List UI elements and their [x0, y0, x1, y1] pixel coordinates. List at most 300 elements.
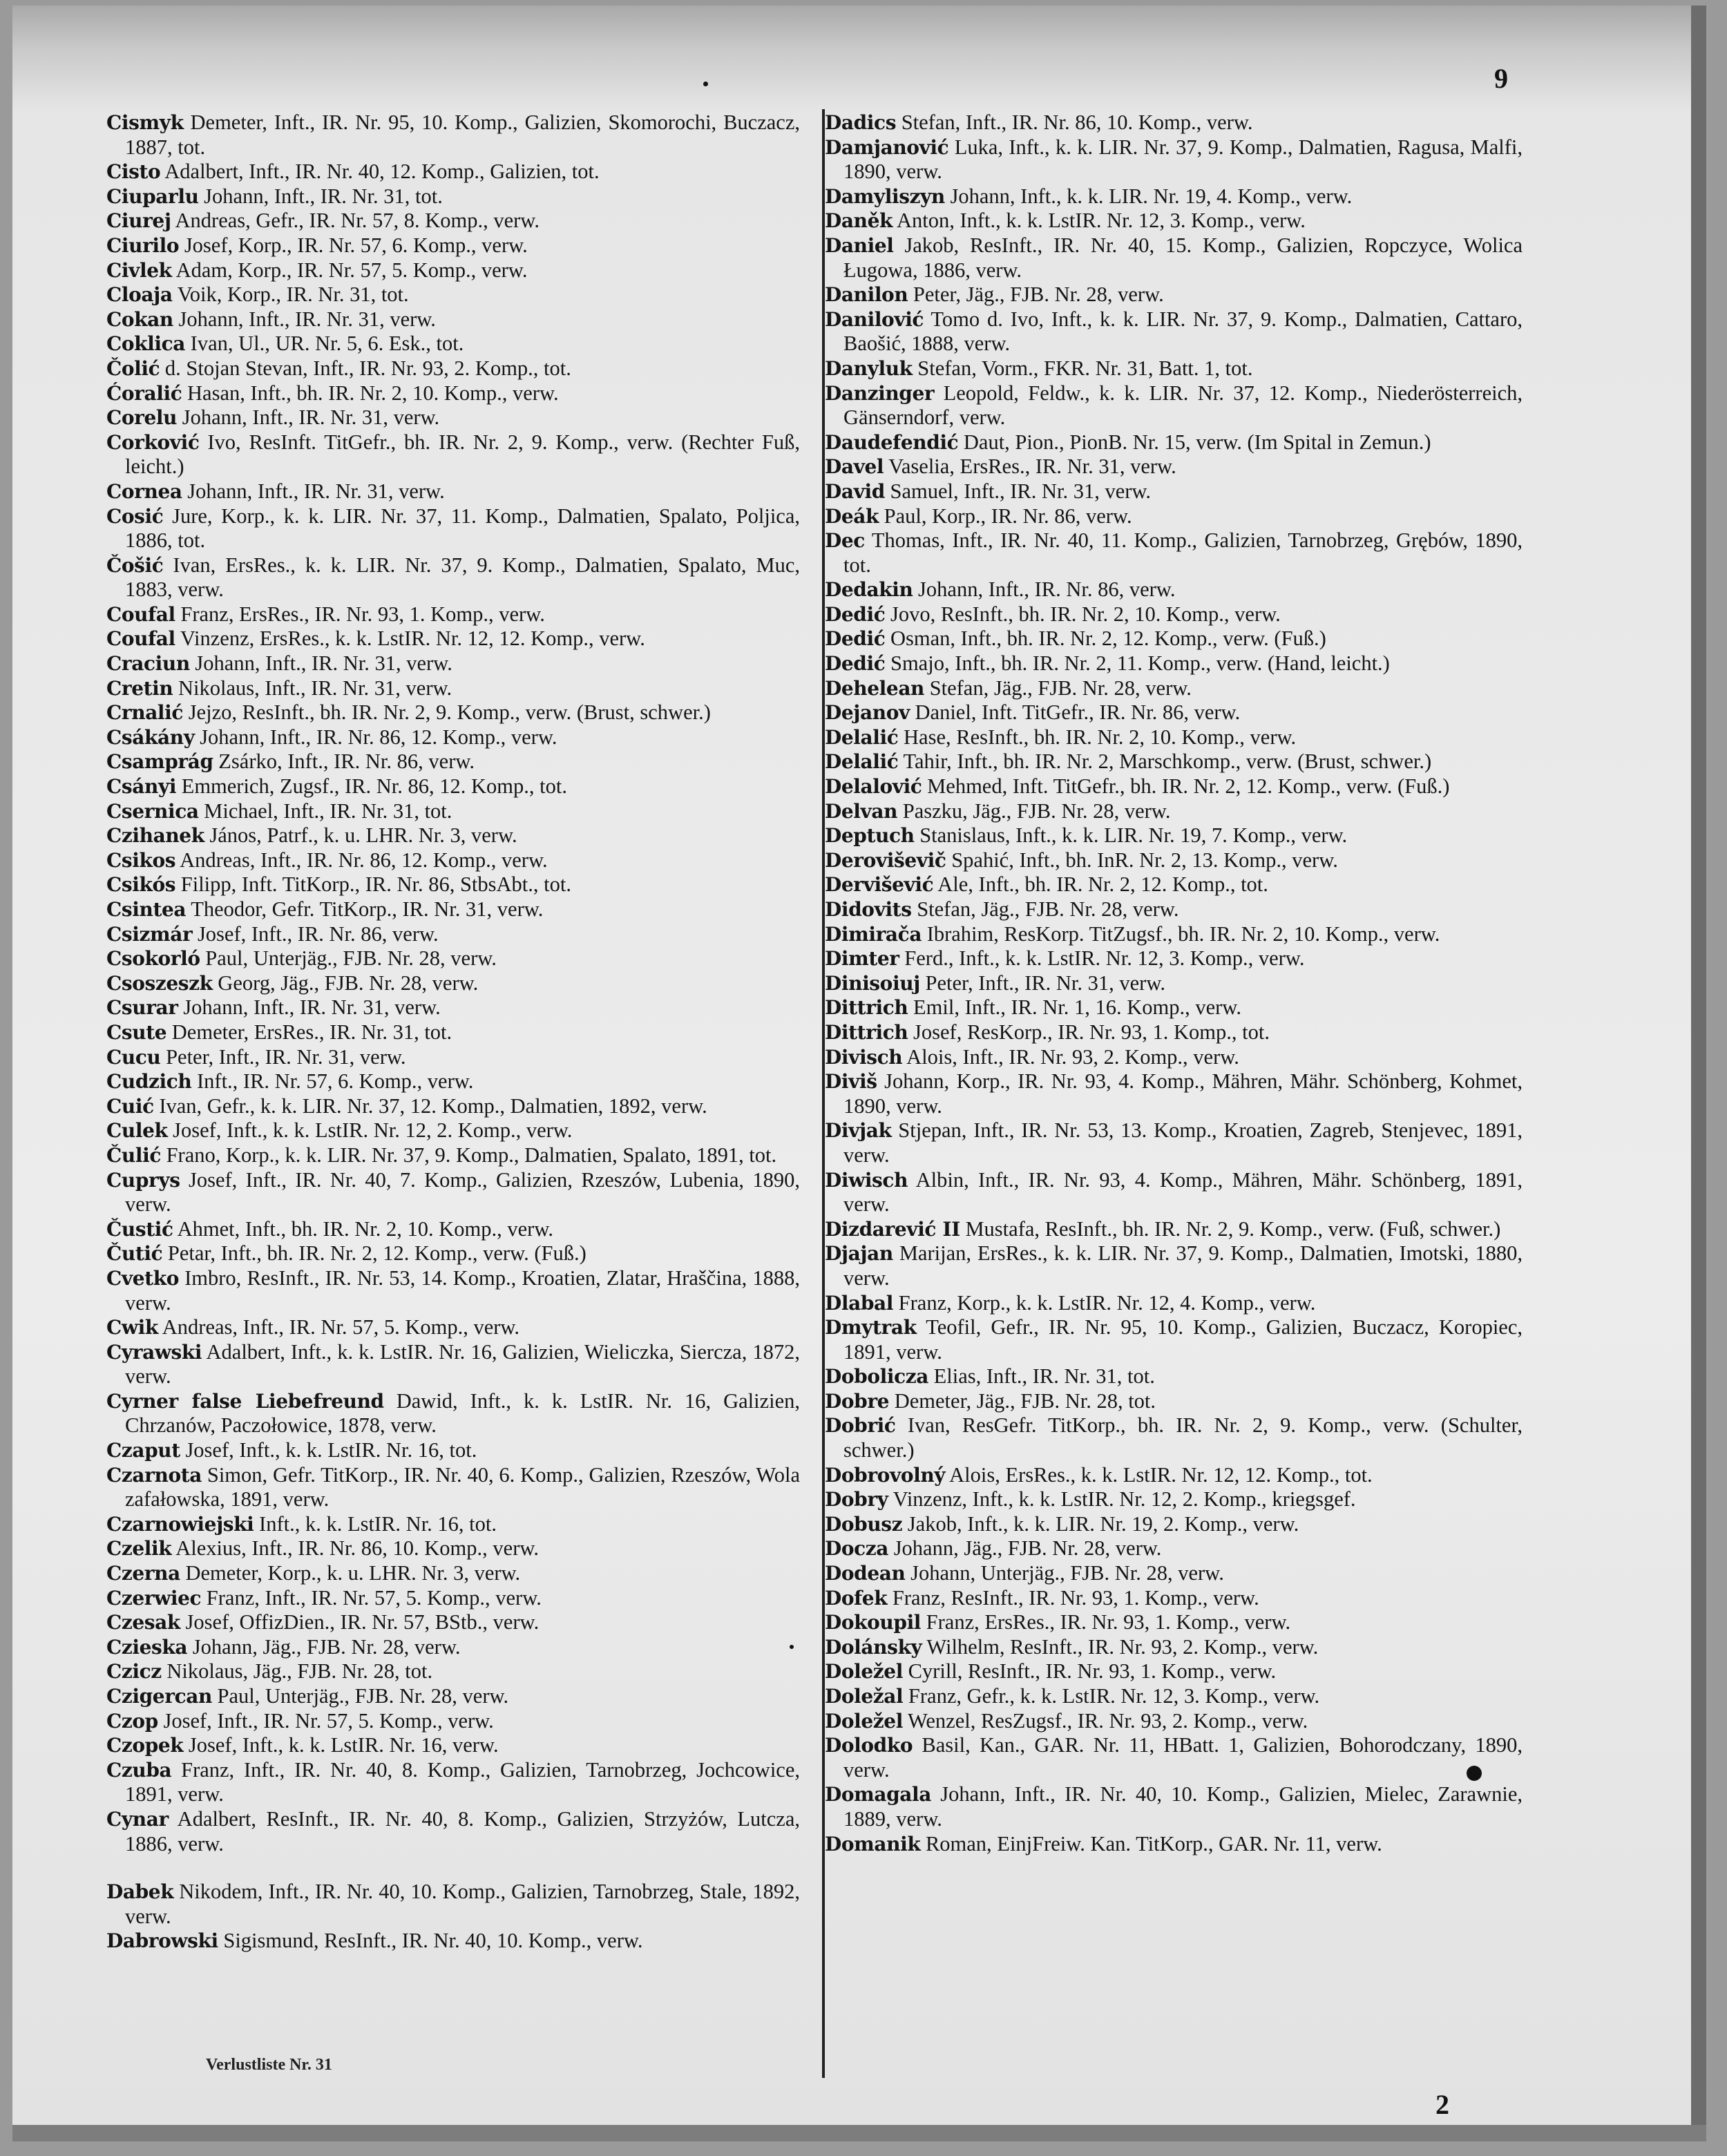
- entry-details: Josef, Inft., IR. Nr. 40, 7. Komp., Galizien, Rzeszów, Lubenia, 1890, verw.: [125, 1167, 800, 1217]
- entry-surname: Csikós: [106, 873, 176, 897]
- list-entry: [106, 1684, 800, 1709]
- entry-surname: Dittrich: [825, 1020, 908, 1044]
- entry-details: Mehmed, Inft. TitGefr., bh. IR. Nr. 2, 12. Komp., verw. (Fuß.): [927, 774, 1450, 799]
- list-entry: [825, 1217, 1523, 1242]
- list-entry: [106, 627, 800, 651]
- entry-surname: Crnalić: [106, 701, 184, 725]
- entry-details: Stefan, Vorm., FKR. Nr. 31, Batt. 1, tot.: [917, 356, 1253, 380]
- entry-surname: Dizdarević II: [825, 1217, 960, 1241]
- entry-surname: Czarnota: [106, 1463, 202, 1487]
- list-entry: [106, 283, 800, 307]
- list-entry: [825, 750, 1523, 774]
- entry-surname: Csoszeszk: [106, 971, 213, 995]
- list-entry: [825, 1389, 1523, 1414]
- ink-speck: [790, 1645, 794, 1649]
- entry-details: János, Patrf., k. u. LHR. Nr. 3, verw.: [209, 823, 517, 848]
- entry-surname: Cloaja: [106, 283, 173, 307]
- list-entry: [106, 946, 800, 971]
- list-entry: [825, 1709, 1523, 1734]
- list-entry: [825, 209, 1523, 233]
- list-entry: [106, 381, 800, 406]
- entry-surname: Doležel: [825, 1709, 903, 1733]
- entry-details: Franz, Korp., k. k. LstIR. Nr. 12, 4. Komp., verw.: [898, 1290, 1316, 1315]
- entry-surname: Csányi: [106, 775, 177, 799]
- entry-surname: Daněk: [825, 209, 893, 233]
- entry-surname: Czerwiec: [106, 1586, 202, 1610]
- list-entry: [825, 1168, 1523, 1217]
- list-entry: [825, 1020, 1523, 1045]
- entry-surname: Csintea: [106, 898, 187, 921]
- list-entry: [106, 1094, 800, 1119]
- entry-details: Stanislaus, Inft., k. k. LIR. Nr. 19, 7. Komp., verw.: [919, 823, 1348, 848]
- entry-details: Smajo, Inft., bh. IR. Nr. 2, 11. Komp., verw. (Hand, leicht.): [890, 651, 1390, 676]
- entry-surname: Diwisch: [825, 1168, 908, 1192]
- list-entry: [106, 1709, 800, 1734]
- entry-details: Mustafa, ResInft., bh. IR. Nr. 2, 9. Komp., verw. (Fuß, schwer.): [965, 1217, 1501, 1241]
- entry-surname: Csernica: [106, 799, 199, 823]
- entry-surname: Cynar: [106, 1807, 169, 1831]
- entry-details: Adalbert, ResInft., IR. Nr. 40, 8. Komp., Galizien, Strzyżów, Lutcza, 1886, verw.: [125, 1806, 800, 1856]
- list-entry: [106, 676, 800, 701]
- entry-details: Johann, Inft., IR. Nr. 31, verw.: [187, 479, 445, 503]
- list-entry: [825, 774, 1523, 799]
- entry-surname: Dabek: [106, 1880, 174, 1904]
- entry-details: Franz, ResInft., IR. Nr. 93, 1. Komp., verw.: [892, 1585, 1259, 1610]
- entry-details: Luka, Inft., k. k. LIR. Nr. 37, 9. Komp., Dalmatien, Ragusa, Malfi, 1890, verw.: [843, 135, 1523, 184]
- entry-surname: Dedić: [825, 627, 886, 651]
- entry-surname: Dobrovolný: [825, 1463, 946, 1487]
- list-entry: [825, 799, 1523, 824]
- list-entry: [825, 1364, 1523, 1389]
- entry-details: Johann, Inft., k. k. LIR. Nr. 19, 4. Komp., verw.: [950, 184, 1353, 208]
- list-entry: [825, 1659, 1523, 1684]
- entry-surname: Domagala: [825, 1783, 932, 1806]
- entry-surname: Ciurilo: [106, 233, 180, 257]
- entry-surname: Dolodko: [825, 1734, 913, 1757]
- entry-details: Ivan, Ul., UR. Nr. 5, 6. Esk., tot.: [190, 332, 464, 356]
- list-entry: [825, 1635, 1523, 1660]
- entry-surname: Ćoralić: [106, 381, 182, 405]
- entry-details: Osman, Inft., bh. IR. Nr. 2, 12. Komp., verw. (Fuß.): [890, 627, 1326, 651]
- entry-surname: Delalović: [825, 775, 922, 799]
- entry-details: Jovo, ResInft., bh. IR. Nr. 2, 10. Komp., verw.: [890, 602, 1281, 626]
- list-entry: [106, 430, 800, 479]
- list-entry: [825, 700, 1523, 725]
- entry-surname: Csákány: [106, 725, 195, 749]
- entry-details: Ivan, ErsRes., k. k. LIR. Nr. 37, 9. Komp., Dalmatien, Spalato, Muc, 1883, verw.: [125, 553, 800, 602]
- entry-details: Vinzenz, ErsRes., k. k. LstIR. Nr. 12, 12. Komp., verw.: [180, 627, 645, 651]
- entry-details: Adalbert, Inft., IR. Nr. 40, 12. Komp., Galizien, tot.: [164, 160, 600, 184]
- entry-details: Jakob, Inft., k. k. LIR. Nr. 19, 2. Komp., verw.: [907, 1511, 1299, 1536]
- list-entry: [106, 848, 800, 873]
- entry-surname: Czigercan: [106, 1685, 212, 1708]
- list-entry: [825, 1586, 1523, 1611]
- entry-details: Josef, Korp., IR. Nr. 57, 6. Komp., verw.: [184, 233, 528, 257]
- entry-details: Jakob, ResInft., IR. Nr. 40, 15. Komp., Galizien, Ropczyce, Wolica Ługowa, 1886, verw.: [843, 233, 1523, 282]
- entry-details: Johann, Inft., IR. Nr. 31, verw.: [178, 307, 436, 331]
- entry-surname: Delalić: [825, 725, 899, 749]
- entry-details: Georg, Jäg., FJB. Nr. 28, verw.: [218, 971, 479, 995]
- entry-details: Inft., IR. Nr. 57, 6. Komp., verw.: [197, 1069, 474, 1094]
- list-entry: [106, 406, 800, 430]
- list-entry: [825, 1413, 1523, 1462]
- entry-surname: Dlabal: [825, 1291, 894, 1315]
- entry-surname: Dokoupil: [825, 1611, 922, 1634]
- entry-details: Andreas, Gefr., IR. Nr. 57, 8. Komp., verw.: [175, 209, 540, 233]
- list-entry: [106, 971, 800, 996]
- entry-details: Imbro, ResInft., IR. Nr. 53, 14. Komp., Kroatien, Zlatar, Hraščina, 1888, verw.: [125, 1266, 800, 1315]
- list-entry: [825, 971, 1523, 996]
- entry-details: Roman, EinjFreiw. Kan. TitKorp., GAR. Nr. 11, verw.: [925, 1831, 1382, 1856]
- list-entry: [825, 135, 1523, 184]
- entry-surname: Czarnowiejski: [106, 1512, 254, 1536]
- entry-surname: David: [825, 479, 885, 503]
- entry-details: Emil, Inft., IR. Nr. 1, 16. Komp., verw.: [913, 995, 1241, 1020]
- list-entry: [106, 897, 800, 922]
- list-entry: [106, 209, 800, 233]
- entry-surname: Csikos: [106, 848, 176, 872]
- entry-details: Ibrahim, ResKorp. TitZugsf., bh. IR. Nr. 2, 10. Komp., verw.: [926, 922, 1440, 946]
- entry-surname: Dec: [825, 529, 865, 553]
- list-entry: [825, 946, 1523, 971]
- entry-details: Frano, Korp., k. k. LIR. Nr. 37, 9. Komp., Dalmatien, Spalato, 1891, tot.: [166, 1143, 777, 1167]
- list-entry: [825, 1463, 1523, 1488]
- entry-surname: Dedić: [825, 602, 886, 626]
- entry-surname: Davel: [825, 455, 884, 479]
- list-entry: [106, 1536, 800, 1561]
- entry-surname: Corković: [106, 430, 200, 454]
- entry-details: Samuel, Inft., IR. Nr. 31, verw.: [890, 479, 1152, 503]
- entry-surname: Danilon: [825, 283, 908, 307]
- list-entry: [106, 1512, 800, 1537]
- entry-surname: Cokan: [106, 307, 173, 331]
- list-entry: [106, 700, 800, 725]
- entry-surname: Coklica: [106, 332, 186, 356]
- entry-details: Adalbert, Inft., k. k. LstIR. Nr. 16, Galizien, Wieliczka, Siercza, 1872, verw.: [125, 1339, 800, 1389]
- entry-details: Franz, ErsRes., IR. Nr. 93, 1. Komp., verw.: [926, 1610, 1291, 1634]
- entry-details: Daut, Pion., PionB. Nr. 15, verw. (Im Spital in Zemun.): [963, 430, 1431, 454]
- entry-surname: Ciurej: [106, 209, 171, 233]
- entry-surname: Dejanov: [825, 701, 910, 725]
- entry-surname: Dadics: [825, 111, 897, 134]
- list-entry: [106, 1340, 800, 1389]
- list-entry: [825, 627, 1523, 651]
- entry-details: Nikodem, Inft., IR. Nr. 40, 10. Komp., Galizien, Tarnobrzeg, Stale, 1892, verw.: [125, 1880, 800, 1928]
- entry-surname: Czicz: [106, 1660, 162, 1683]
- entry-surname: Dofek: [825, 1586, 888, 1610]
- entry-surname: Cyrawski: [106, 1340, 202, 1364]
- entry-surname: Cyrner false Liebefreund: [106, 1389, 384, 1413]
- entry-details: Josef, Inft., IR. Nr. 57, 5. Komp., verw.: [163, 1708, 494, 1733]
- list-entry: [825, 872, 1523, 897]
- entry-details: Paszku, Jäg., FJB. Nr. 28, verw.: [902, 799, 1171, 823]
- entry-surname: Dmytrak: [825, 1316, 917, 1339]
- list-entry: [825, 1512, 1523, 1537]
- entry-surname: Cvetko: [106, 1266, 179, 1290]
- entry-details: Petar, Inft., bh. IR. Nr. 2, 12. Komp., verw. (Fuß.): [167, 1241, 586, 1266]
- list-entry: [106, 1045, 800, 1070]
- entry-details: Vaselia, ErsRes., IR. Nr. 31, verw.: [888, 455, 1176, 479]
- left-column: [106, 111, 800, 1954]
- list-entry: [106, 1463, 800, 1512]
- entry-surname: Čutić: [106, 1242, 163, 1266]
- list-entry: [106, 479, 800, 504]
- list-entry: [825, 578, 1523, 602]
- list-entry: [825, 1118, 1523, 1167]
- entry-details: Zsárko, Inft., IR. Nr. 86, verw.: [218, 750, 475, 774]
- entry-surname: Czopek: [106, 1734, 184, 1757]
- entry-surname: Czerna: [106, 1562, 180, 1585]
- entry-surname: Csute: [106, 1020, 167, 1044]
- ink-blot: [1467, 1766, 1482, 1781]
- entry-details: Franz, Gefr., k. k. LstIR. Nr. 12, 3. Komp., verw.: [908, 1684, 1320, 1708]
- entry-surname: Cudzich: [106, 1070, 192, 1094]
- entry-details: Wilhelm, ResInft., IR. Nr. 93, 2. Komp., verw.: [926, 1634, 1319, 1659]
- entry-details: Anton, Inft., k. k. LstIR. Nr. 12, 3. Komp., verw.: [896, 209, 1306, 233]
- entry-surname: Coufal: [106, 627, 175, 651]
- list-entry: [825, 184, 1523, 209]
- list-entry: [106, 651, 800, 676]
- list-entry: [825, 479, 1523, 504]
- entry-details: Thomas, Inft., IR. Nr. 40, 11. Komp., Galizien, Tarnobrzeg, Grębów, 1890, tot.: [843, 528, 1523, 577]
- entry-surname: Damjanović: [825, 135, 949, 159]
- ink-speck: [703, 82, 708, 86]
- entry-details: Demeter, Korp., k. u. LHR. Nr. 3, verw.: [185, 1561, 521, 1585]
- list-entry: [106, 1635, 800, 1660]
- entry-details: Cyrill, ResInft., IR. Nr. 93, 1. Komp., verw.: [908, 1659, 1277, 1683]
- entry-surname: Dolánsky: [825, 1635, 922, 1659]
- list-entry: [825, 1832, 1523, 1857]
- entry-surname: Dittrich: [825, 996, 908, 1020]
- entry-surname: Dobusz: [825, 1512, 903, 1536]
- entry-details: Wenzel, ResZugsf., IR. Nr. 93, 2. Komp., verw.: [908, 1708, 1308, 1733]
- list-entry: [106, 1217, 800, 1242]
- list-entry: [106, 1389, 800, 1438]
- list-entry: [106, 1561, 800, 1586]
- list-entry: [825, 504, 1523, 529]
- entry-surname: Dimirača: [825, 922, 922, 946]
- entry-details: Peter, Inft., IR. Nr. 31, verw.: [166, 1044, 406, 1069]
- entry-details: Jure, Korp., k. k. LIR. Nr. 37, 11. Komp., Dalmatien, Spalato, Poljica, 1886, tot.: [125, 504, 800, 553]
- list-entry: [825, 1782, 1523, 1831]
- list-entry: [825, 725, 1523, 750]
- list-entry: [106, 258, 800, 283]
- entry-details: Josef, Inft., k. k. LstIR. Nr. 12, 2. Komp., verw.: [173, 1118, 573, 1143]
- entry-surname: Czop: [106, 1709, 158, 1733]
- list-entry: [106, 1586, 800, 1611]
- entry-surname: Deroviševič: [825, 848, 946, 872]
- entry-surname: Danilović: [825, 307, 924, 331]
- entry-details: Leopold, Feldw., k. k. LIR. Nr. 37, 12. Komp., Niederösterreich, Gänserndorf, verw.: [843, 381, 1523, 430]
- entry-surname: Domanik: [825, 1832, 921, 1856]
- list-entry: [106, 799, 800, 824]
- list-entry: [106, 1758, 800, 1807]
- entry-details: Josef, Inft., k. k. LstIR. Nr. 16, tot.: [185, 1438, 477, 1462]
- list-entry: [825, 307, 1523, 356]
- entry-details: Andreas, Inft., IR. Nr. 57, 5. Komp., verw.: [162, 1315, 520, 1339]
- list-entry: [106, 774, 800, 799]
- entry-surname: Cosić: [106, 504, 164, 528]
- list-entry: [825, 1291, 1523, 1316]
- list-entry: [825, 283, 1523, 307]
- entry-details: d. Stojan Stevan, Inft., IR. Nr. 93, 2. Komp., tot.: [164, 356, 571, 380]
- entry-details: Johann, Inft., IR. Nr. 31, verw.: [182, 406, 440, 430]
- list-entry: [106, 1733, 800, 1758]
- list-entry: [106, 1168, 800, 1217]
- list-entry: [106, 332, 800, 356]
- list-entry: [106, 995, 800, 1020]
- entry-details: Basil, Kan., GAR. Nr. 11, HBatt. 1, Galizien, Bohorodczany, 1890, verw.: [843, 1733, 1523, 1782]
- entry-details: Dawid, Inft., k. k. LstIR. Nr. 16, Galizien, Chrzanów, Paczołowice, 1878, verw.: [125, 1389, 801, 1438]
- entry-details: Inft., k. k. LstIR. Nr. 16, tot.: [259, 1511, 497, 1536]
- list-entry: [825, 1069, 1523, 1118]
- entry-details: Johann, Inft., IR. Nr. 86, verw.: [918, 578, 1176, 602]
- entry-surname: Civlek: [106, 258, 172, 282]
- list-entry: [825, 1610, 1523, 1635]
- entry-details: Tomo d. Ivo, Inft., k. k. LIR. Nr. 37, 9. Komp., Dalmatien, Cattaro, Baošić, 1888, verw.: [843, 307, 1523, 356]
- list-entry: [825, 356, 1523, 381]
- entry-surname: Coufal: [106, 602, 175, 626]
- entry-surname: Dervišević: [825, 873, 934, 897]
- entry-surname: Cismyk: [106, 111, 184, 134]
- list-entry: [106, 823, 800, 848]
- entry-details: Jejzo, ResInft., bh. IR. Nr. 2, 9. Komp., verw. (Brust, schwer.): [188, 700, 711, 725]
- list-entry: [106, 1241, 800, 1266]
- list-entry: [825, 1045, 1523, 1070]
- entry-surname: Doležel: [825, 1660, 903, 1683]
- entry-surname: Dobrić: [825, 1414, 896, 1438]
- entry-details: Josef, Inft., k. k. LstIR. Nr. 16, verw.: [188, 1733, 499, 1757]
- entry-details: Stefan, Inft., IR. Nr. 86, 10. Komp., verw.: [901, 111, 1253, 134]
- entry-surname: Czuba: [106, 1758, 172, 1782]
- entry-surname: Daniel: [825, 233, 894, 257]
- document-page: [12, 6, 1706, 2141]
- entry-details: Johann, Inft., IR. Nr. 31, tot.: [204, 184, 443, 208]
- entry-surname: Doležal: [825, 1685, 904, 1708]
- entry-surname: Cretin: [106, 676, 173, 700]
- list-entry: [825, 528, 1523, 578]
- list-entry: [825, 1536, 1523, 1561]
- list-entry: [825, 1684, 1523, 1709]
- entry-details: Emmerich, Zugsf., IR. Nr. 86, 12. Komp., tot.: [181, 774, 567, 799]
- entry-details: Johann, Jäg., FJB. Nr. 28, verw.: [192, 1634, 461, 1659]
- entry-details: Peter, Inft., IR. Nr. 31, verw.: [925, 971, 1165, 995]
- entry-details: Johann, Jäg., FJB. Nr. 28, verw.: [893, 1536, 1162, 1561]
- list-entry: [825, 1241, 1523, 1290]
- entry-details: Sigismund, ResInft., IR. Nr. 40, 10. Komp., verw.: [223, 1929, 643, 1953]
- entry-details: Paul, Unterjäg., FJB. Nr. 28, verw.: [217, 1684, 509, 1708]
- entry-details: Ivo, ResInft. TitGefr., bh. IR. Nr. 2, 9. Komp., verw. (Rechter Fuß, leicht.): [125, 430, 800, 479]
- list-entry: [106, 1266, 800, 1315]
- entry-surname: Csizmár: [106, 922, 193, 946]
- list-entry: [106, 1315, 800, 1340]
- entry-surname: Čustić: [106, 1217, 173, 1241]
- page-number: 9: [1494, 63, 1508, 94]
- entry-details: Daniel, Inft. TitGefr., IR. Nr. 86, verw.: [915, 700, 1241, 725]
- entry-details: Nikolaus, Jäg., FJB. Nr. 28, tot.: [166, 1659, 433, 1683]
- entry-surname: Cisto: [106, 160, 161, 184]
- entry-details: Theodor, Gefr. TitKorp., IR. Nr. 31, verw.: [191, 897, 544, 921]
- entry-details: Michael, Inft., IR. Nr. 31, tot.: [204, 799, 452, 823]
- entry-details: Alois, Inft., IR. Nr. 93, 2. Komp., verw.: [906, 1044, 1239, 1069]
- entry-details: Nikolaus, Inft., IR. Nr. 31, verw.: [178, 676, 452, 700]
- entry-details: Tahir, Inft., bh. IR. Nr. 2, Marschkomp., verw. (Brust, schwer.): [903, 750, 1432, 774]
- page-edge-shadow: [1691, 6, 1706, 2141]
- entry-surname: Dedić: [825, 652, 886, 676]
- list-entry: [825, 848, 1523, 873]
- entry-details: Stefan, Jäg., FJB. Nr. 28, verw.: [929, 676, 1192, 700]
- entry-surname: Delalić: [825, 750, 899, 774]
- entry-surname: Danyluk: [825, 356, 913, 380]
- entry-surname: Dedakin: [825, 578, 913, 602]
- entry-surname: Culek: [106, 1119, 168, 1143]
- entry-surname: Ciuparlu: [106, 184, 199, 208]
- entry-surname: Danzinger: [825, 381, 935, 405]
- list-entry: [106, 1143, 800, 1168]
- entry-details: Franz, ErsRes., IR. Nr. 93, 1. Komp., verw.: [180, 602, 545, 626]
- entry-surname: Czihanek: [106, 824, 204, 848]
- entry-details: Demeter, ErsRes., IR. Nr. 31, tot.: [171, 1020, 452, 1044]
- entry-details: Ferd., Inft., k. k. LstIR. Nr. 12, 3. Komp., verw.: [904, 946, 1305, 971]
- list-entry: [106, 1807, 800, 1856]
- entry-surname: Czieska: [106, 1635, 188, 1659]
- entry-details: Josef, Inft., IR. Nr. 86, verw.: [197, 922, 439, 946]
- entry-surname: Craciun: [106, 652, 190, 676]
- entry-surname: Cwik: [106, 1316, 158, 1339]
- entry-details: Alexius, Inft., IR. Nr. 86, 10. Komp., verw.: [175, 1536, 540, 1561]
- entry-details: Franz, Inft., IR. Nr. 57, 5. Komp., verw.: [206, 1585, 542, 1610]
- entry-details: Albin, Inft., IR. Nr. 93, 4. Komp., Mähren, Mähr. Schönberg, 1891, verw.: [843, 1167, 1523, 1217]
- entry-details: Adam, Korp., IR. Nr. 57, 5. Komp., verw.: [175, 258, 528, 282]
- entry-surname: Čolić: [106, 356, 160, 380]
- entry-surname: Docza: [825, 1537, 889, 1561]
- list-entry: [106, 553, 800, 602]
- entry-details: Filipp, Inft. TitKorp., IR. Nr. 86, StbsAbt., tot.: [180, 872, 571, 897]
- list-entry: [106, 233, 800, 258]
- list-entry: [825, 381, 1523, 430]
- entry-details: Marijan, ErsRes., k. k. LIR. Nr. 37, 9. Komp., Dalmatien, Imotski, 1880, verw.: [843, 1241, 1523, 1290]
- entry-surname: Dabrowski: [106, 1929, 218, 1953]
- entry-surname: Csokorló: [106, 947, 200, 971]
- entry-surname: Didovits: [825, 898, 912, 921]
- entry-surname: Czesak: [106, 1611, 180, 1634]
- list-entry: [825, 823, 1523, 848]
- list-entry: [825, 1487, 1523, 1512]
- list-entry: [106, 1929, 800, 1954]
- list-entry: [106, 504, 800, 553]
- entry-details: Johann, Inft., IR. Nr. 40, 10. Komp., Galizien, Mielec, Zarawnie, 1889, verw.: [843, 1782, 1523, 1831]
- entry-details: Ale, Inft., bh. IR. Nr. 2, 12. Komp., tot.: [937, 872, 1268, 897]
- entry-details: Hasan, Inft., bh. IR. Nr. 2, 10. Komp., verw.: [187, 381, 559, 405]
- entry-details: Johann, Unterjäg., FJB. Nr. 28, verw.: [910, 1561, 1224, 1585]
- entry-surname: Dehelean: [825, 676, 925, 700]
- entry-surname: Cuprys: [106, 1168, 180, 1192]
- entry-surname: Deák: [825, 504, 879, 528]
- list-entry: [825, 455, 1523, 479]
- entry-surname: Čošić: [106, 553, 164, 577]
- entry-details: Johann, Inft., IR. Nr. 31, verw.: [183, 995, 441, 1020]
- list-entry: [106, 111, 800, 160]
- entry-surname: Delvan: [825, 799, 898, 823]
- list-entry: [825, 676, 1523, 701]
- entry-details: Ahmet, Inft., bh. IR. Nr. 2, 10. Komp., verw.: [177, 1217, 554, 1241]
- entry-details: Alois, ErsRes., k. k. LstIR. Nr. 12, 12. Komp., tot.: [949, 1462, 1373, 1487]
- entry-details: Josef, OffizDien., IR. Nr. 57, BStb., verw.: [185, 1610, 540, 1634]
- list-entry: [106, 1880, 800, 1929]
- entry-surname: Dobre: [825, 1389, 890, 1413]
- entry-surname: Csamprág: [106, 750, 213, 774]
- entry-details: Spahić, Inft., bh. InR. Nr. 2, 13. Komp., verw.: [951, 848, 1338, 872]
